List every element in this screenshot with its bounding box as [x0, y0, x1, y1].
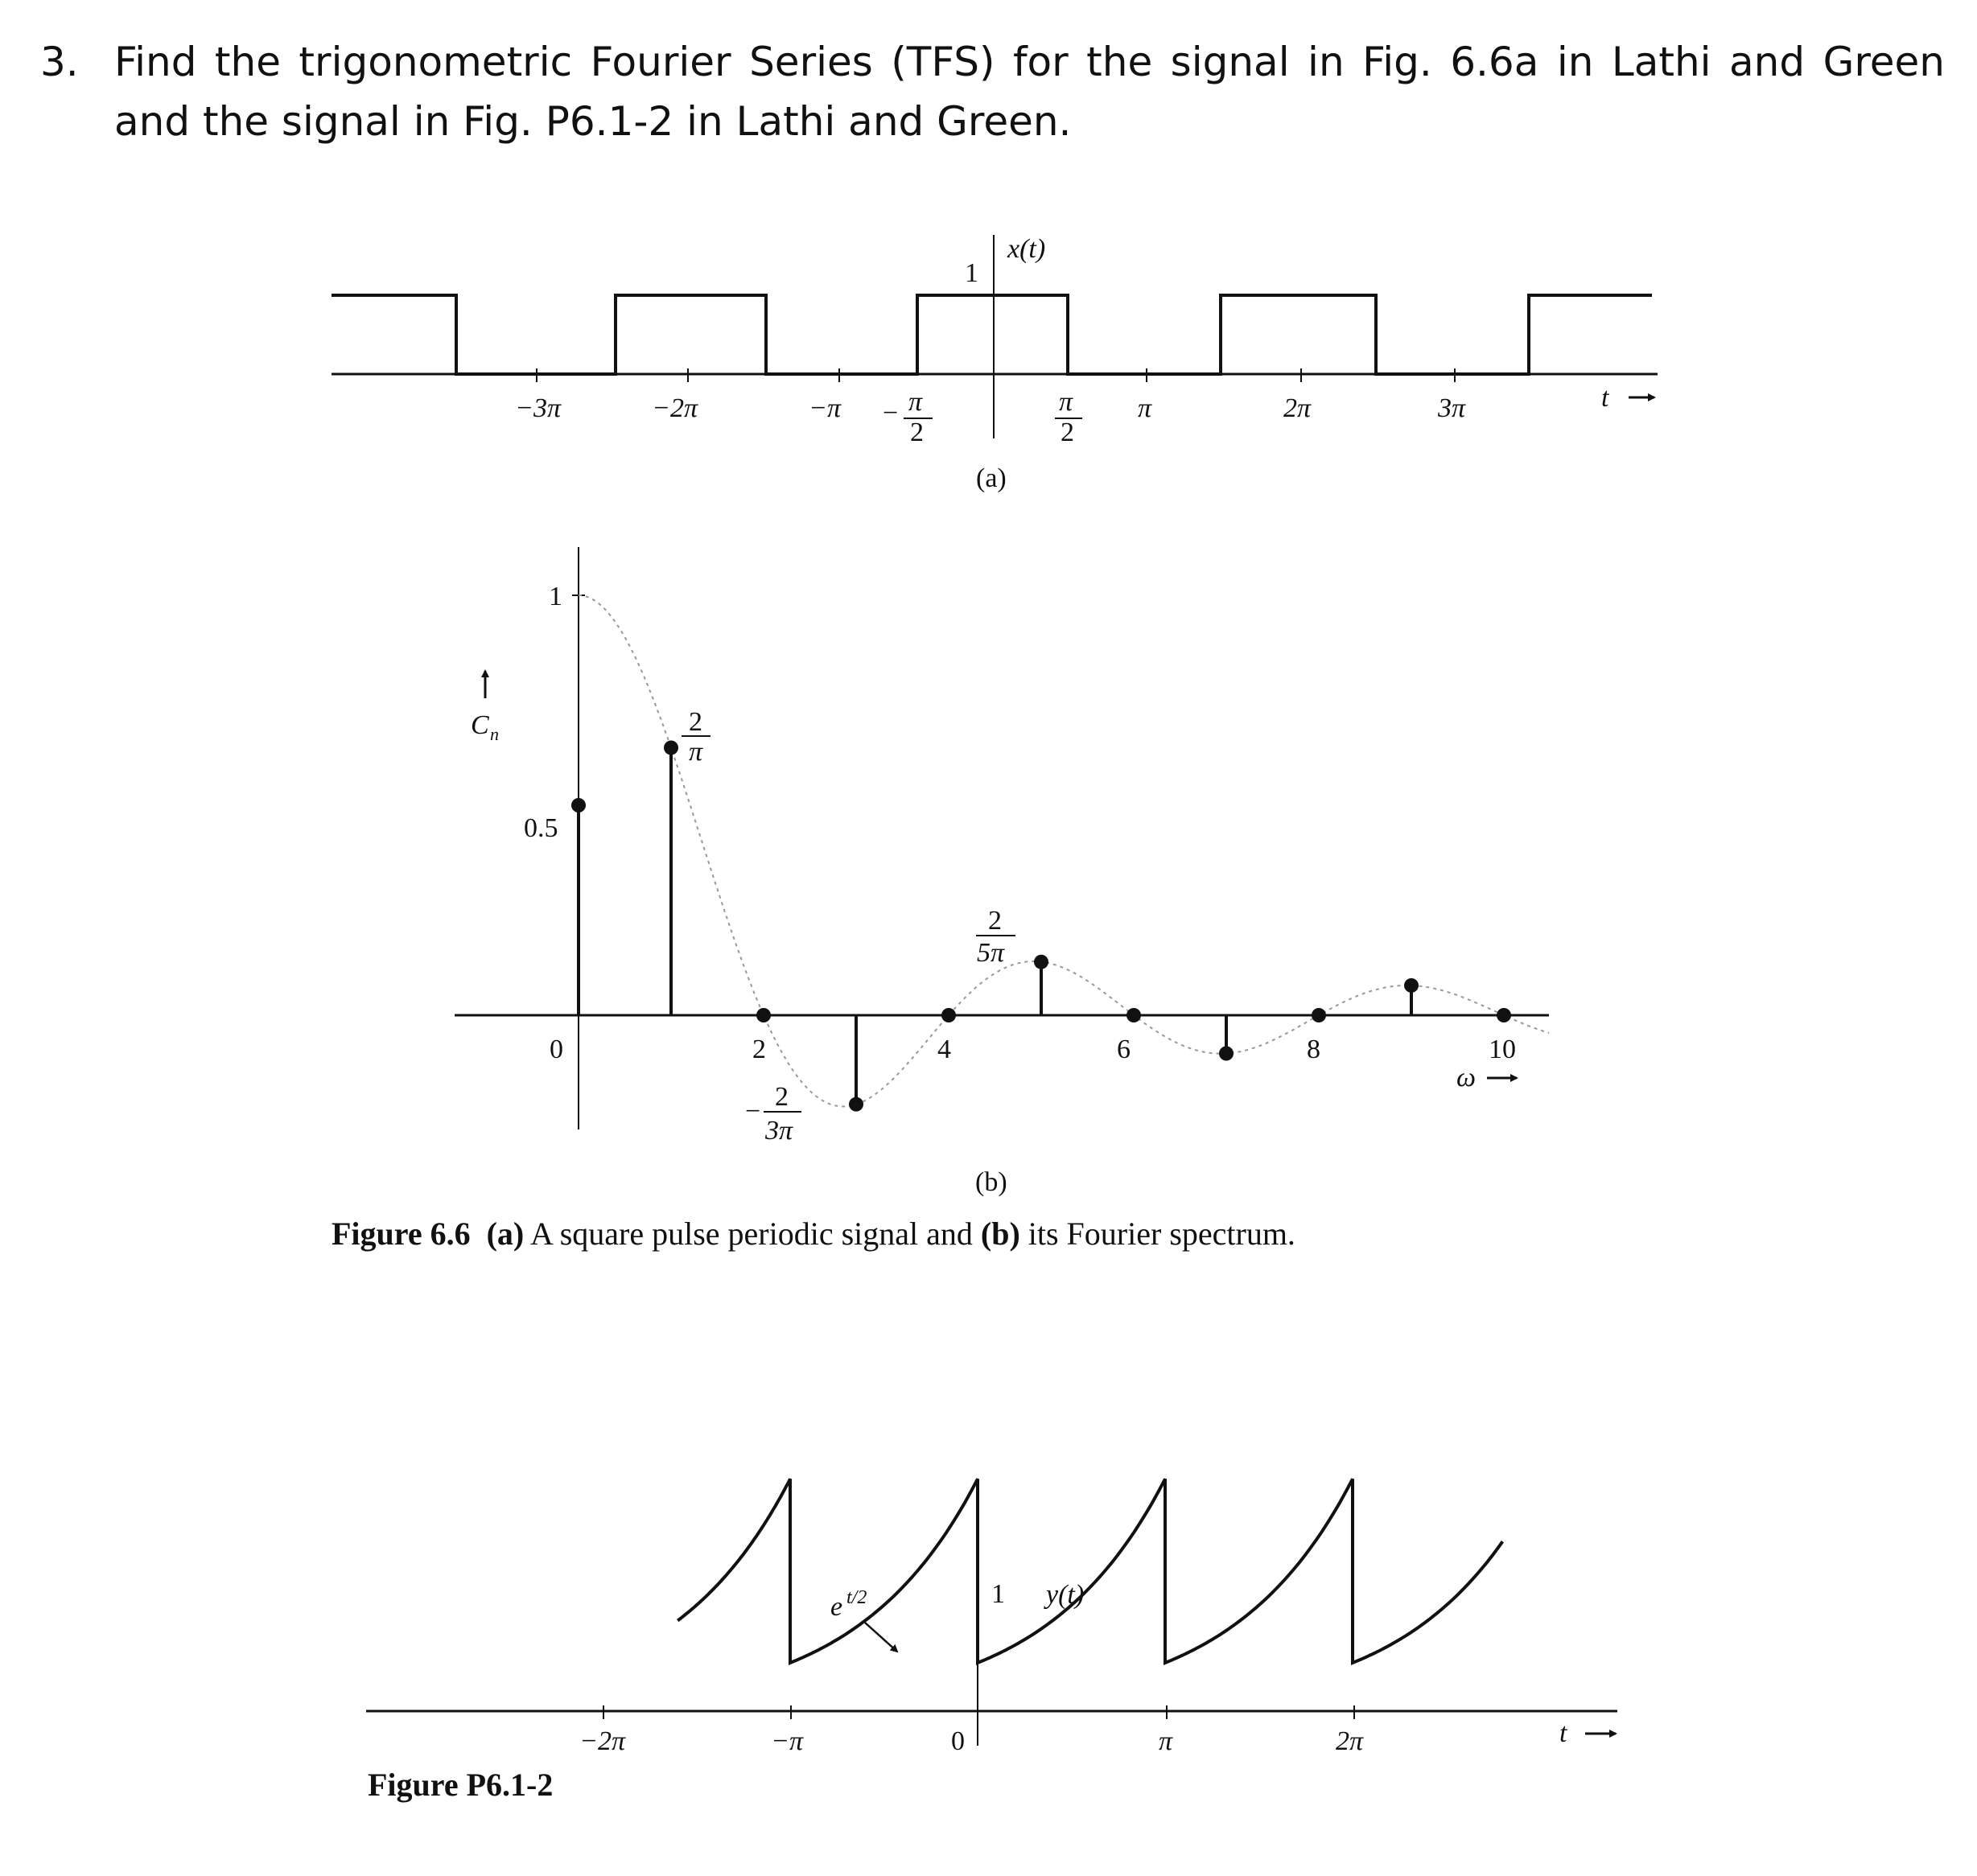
panel-label-b: (b): [975, 1167, 1007, 1197]
exp-base: e: [830, 1592, 843, 1622]
y-label-yt: y(t): [1046, 1580, 1085, 1610]
figure-6-6b-labels: [471, 582, 1516, 1197]
tick-neg-sign: −: [883, 398, 899, 428]
ann-2-3pi-den: 3π: [765, 1116, 793, 1146]
y-tick-1-label: 1: [549, 582, 562, 611]
figure-6-6b: [455, 547, 1549, 1129]
t-axis-label-c: t: [1559, 1718, 1567, 1748]
y-label-xt: x(t): [1007, 234, 1046, 264]
figure-p6-1-2: [366, 1479, 1617, 1746]
caption-a-tag: (a): [486, 1216, 525, 1252]
figure-p6-1-2-caption: [368, 1766, 553, 1804]
stem-point-5: [1034, 955, 1048, 969]
amplitude-label-c: 1: [991, 1579, 1005, 1609]
ann-2-5pi-den: 5π: [977, 938, 1005, 968]
caption-b-tag: (b): [980, 1216, 1020, 1252]
x-tick-8: 8: [1307, 1035, 1320, 1064]
tick-c-neg-2pi: −2π: [579, 1726, 625, 1756]
caption-fig-number: Figure 6.6: [332, 1216, 471, 1252]
ann-2-3pi-num: 2: [775, 1082, 789, 1112]
stem-point-9: [1404, 978, 1419, 993]
tick-c-pi: π: [1159, 1726, 1173, 1756]
caption-mid: A square pulse periodic signal and: [524, 1216, 981, 1252]
tick-half-pi-den: 2: [1061, 418, 1074, 447]
x-tick-4: 4: [937, 1035, 951, 1064]
x-tick-2: 2: [752, 1035, 766, 1064]
tick-neg-pi: −π: [809, 393, 841, 423]
tick-neg-3pi: −3π: [515, 393, 561, 423]
stem-point-7: [1219, 1047, 1234, 1061]
cn-label-sub: n: [490, 724, 499, 744]
tick-c-0: 0: [951, 1726, 965, 1756]
stem-point-8: [1312, 1008, 1326, 1022]
figure-6-6-caption: [332, 1215, 1295, 1253]
exp-pointer-arrow: [865, 1623, 897, 1652]
tick-3pi: 3π: [1438, 393, 1466, 423]
figure-p6-1-2-labels: [579, 1579, 1568, 1756]
tick-neg-half-pi-num: π: [908, 387, 923, 417]
x-tick-10: 10: [1489, 1035, 1516, 1064]
cn-label: C: [471, 710, 489, 740]
stem-point-3: [849, 1097, 863, 1112]
ann-neg-sign: −: [745, 1096, 761, 1126]
y-tick-05-label: 0.5: [524, 813, 558, 843]
tick-pi: π: [1138, 393, 1152, 423]
tick-neg-2pi: −2π: [652, 393, 698, 423]
ann-2-pi-den: π: [689, 737, 703, 767]
tick-2pi: 2π: [1283, 393, 1312, 423]
amplitude-label: 1: [965, 258, 978, 288]
stem-point-0: [571, 798, 586, 813]
ann-2-pi-num: 2: [689, 707, 702, 737]
stem-point-1: [664, 740, 678, 755]
tick-c-neg-pi: −π: [771, 1726, 803, 1756]
question-text: Find the trigonometric Fourier Series (TFS) for the signal in Fig. 6.6a in Lathi and Green and the signal in Fig. P6.1-2 in Lathi and Green.: [114, 39, 1945, 145]
figure-6-6a-labels: [515, 234, 1610, 493]
tick-half-pi-num: π: [1059, 387, 1073, 417]
x-tick-6: 6: [1117, 1035, 1131, 1064]
stem-point-6: [1126, 1008, 1141, 1022]
tick-c-2pi: 2π: [1336, 1726, 1364, 1756]
stem-point-4: [941, 1008, 956, 1022]
stem-point-10: [1497, 1008, 1511, 1022]
caption-end: its Fourier spectrum.: [1019, 1216, 1295, 1252]
x-tick-0: 0: [550, 1035, 563, 1064]
frac-bars-b: [682, 736, 1015, 1112]
t-axis-label: t: [1601, 383, 1609, 413]
tick-neg-half-pi-den: 2: [910, 418, 924, 447]
question-number: 3.: [40, 39, 79, 85]
caption-p-fig-number: Figure P6.1-2: [368, 1767, 554, 1803]
stems: [571, 740, 1511, 1111]
square-wave: [332, 295, 1652, 374]
ann-2-5pi-num: 2: [988, 906, 1002, 936]
exponential-wave: [678, 1479, 1502, 1663]
panel-label-a: (a): [976, 463, 1007, 493]
sinc-envelope: [579, 595, 1549, 1106]
exp-power: t/2: [846, 1587, 867, 1608]
omega-label: ω: [1456, 1063, 1477, 1092]
stem-point-2: [756, 1008, 771, 1022]
